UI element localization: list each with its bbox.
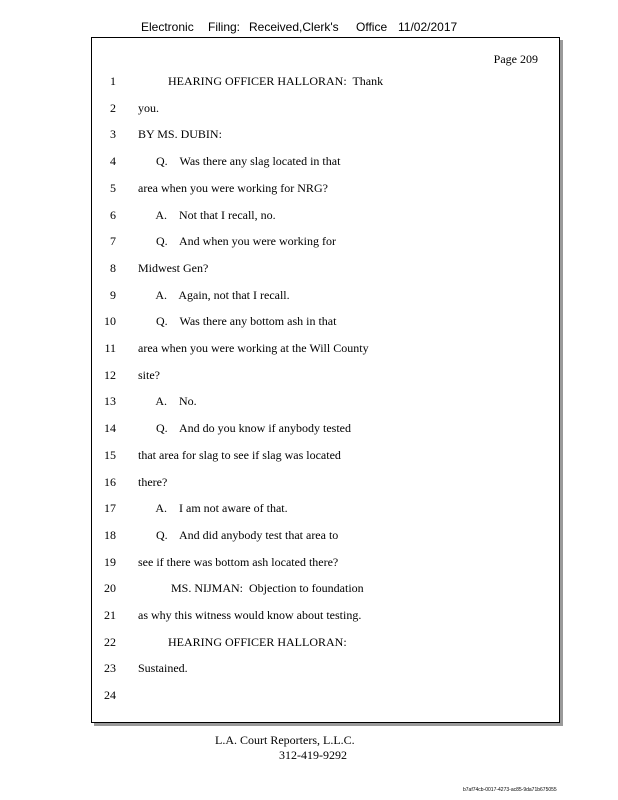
line-number: 7 [110,234,116,249]
line-text: area when you were working for NRG? [138,180,328,195]
page-number: Page 209 [493,52,538,66]
line-text: HEARING OFFICER HALLORAN: [138,634,347,649]
transcript-line [92,127,559,147]
transcript-line [92,74,559,94]
transcript-line [92,234,559,254]
line-text: A. I am not aware of that. [138,501,288,516]
transcript-line [92,208,559,228]
transcript-line [92,528,559,548]
line-number: 9 [110,287,116,302]
line-number: 10 [104,314,116,329]
line-number: 15 [104,447,116,462]
line-number: 6 [110,207,116,222]
line-text: you. [138,100,159,115]
transcript-line [92,475,559,495]
line-number: 11 [104,341,116,355]
transcript-line [92,341,559,361]
line-text: Q. And do you know if anybody tested [138,421,351,436]
document-id: b7af74cb-0017-4273-ac85-9da71b675055 [463,787,557,793]
line-text: Q. And when you were working for [138,234,336,249]
transcript-line [92,635,559,655]
transcript-line [92,608,559,628]
line-number: 23 [104,661,116,676]
line-text: Q. Was there any slag located in that [138,154,341,169]
transcript-page [91,37,560,723]
transcript-line [92,154,559,174]
line-number: 8 [110,260,116,275]
line-number: 3 [110,127,116,142]
line-text: HEARING OFFICER HALLORAN: Thank [138,74,384,88]
transcript-line [92,555,559,575]
header-filing: Filing: [208,20,241,34]
header-date: 11/02/2017 [398,20,458,34]
filing-header [141,20,458,36]
transcript-line [92,261,559,281]
header-office: Office [356,20,388,34]
transcript-line [92,501,559,521]
header-electronic: Electronic [141,20,194,34]
line-number: 17 [104,501,116,516]
line-text: Q. And did anybody test that area to [138,527,339,542]
line-number: 1 [110,74,116,88]
transcript-line [92,581,559,601]
line-number: 5 [110,180,116,195]
line-text: A. No. [138,394,197,409]
line-text: A. Not that I recall, no. [138,207,276,222]
line-text: there? [138,474,168,489]
line-number: 14 [104,421,116,436]
line-number: 20 [104,581,116,596]
footer-company: L.A. Court Reporters, L.L.C. [215,733,355,747]
line-text: site? [138,367,160,382]
transcript-line [92,368,559,388]
line-text: as why this witness would know about testing. [138,608,362,622]
transcript-line [92,688,559,708]
line-text: see if there was bottom ash located there? [138,554,339,569]
line-number: 18 [104,527,116,542]
line-number: 12 [104,367,116,382]
line-text: that area for slag to see if slag was located [138,447,341,462]
transcript-line [92,181,559,201]
transcript-line [92,661,559,681]
header-received: Received,Clerk's [249,20,339,34]
line-text: area when you were working at the Will County [138,341,369,355]
footer-phone: 312-419-9292 [279,748,347,762]
line-number: 21 [104,608,116,622]
transcript-line [92,421,559,441]
line-text: BY MS. DUBIN: [138,127,222,142]
line-number: 4 [110,154,116,169]
line-number: 19 [104,554,116,569]
transcript-line [92,101,559,121]
line-number: 2 [110,100,116,115]
transcript-line [92,314,559,334]
line-number: 16 [104,474,116,489]
transcript-line [92,448,559,468]
line-number: 24 [104,688,116,703]
line-text: Midwest Gen? [138,260,209,275]
line-number: 13 [104,394,116,409]
transcript-line [92,394,559,414]
line-text: A. Again, not that I recall. [138,287,290,302]
line-text: MS. NIJMAN: Objection to foundation [138,581,364,596]
line-text: Q. Was there any bottom ash in that [138,314,337,329]
line-text: Sustained. [138,661,188,676]
line-number: 22 [104,634,116,649]
transcript-line [92,288,559,308]
